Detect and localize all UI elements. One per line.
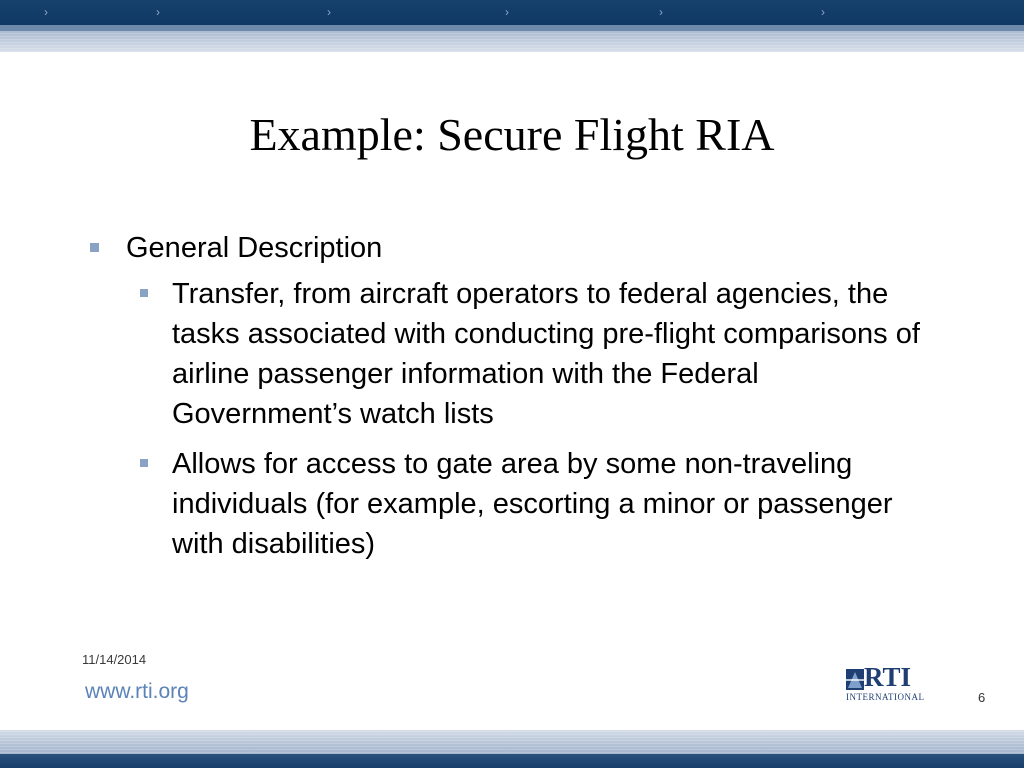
header-bar xyxy=(0,0,1024,25)
chevron-right-icon: › xyxy=(327,5,331,19)
chevron-right-icon: › xyxy=(156,5,160,19)
square-bullet-icon xyxy=(90,243,99,252)
bullet-item xyxy=(88,230,928,266)
sub-bullet-item xyxy=(88,274,928,434)
logo-wordmark: RTI xyxy=(864,662,912,692)
header-band xyxy=(0,0,1024,52)
sub-bullet-text: Transfer, from aircraft operators to federal agencies, the tasks associated with conducting pre-flight comparisons of airline passenger information with the Federal Government’s watch lists xyxy=(172,278,920,430)
sub-bullet-text: Allows for access to gate area by some non-traveling individuals (for example, escorting a minor or passenger with disabilities) xyxy=(172,448,893,560)
rti-logo-mark-icon xyxy=(846,669,864,690)
slide-date: 11/14/2014 xyxy=(82,652,147,667)
chevron-right-icon: › xyxy=(44,5,48,19)
chevron-right-icon: › xyxy=(659,5,663,19)
logo-subtitle: INTERNATIONAL xyxy=(846,692,925,702)
slide-title: Example: Secure Flight RIA xyxy=(249,109,775,160)
rti-logo xyxy=(846,662,926,704)
bullet-text: General Description xyxy=(126,232,383,264)
square-bullet-icon xyxy=(140,459,148,467)
page-number: 6 xyxy=(978,690,986,705)
chevron-right-icon: › xyxy=(505,5,509,19)
footer-band xyxy=(0,730,1024,768)
sub-bullet-item xyxy=(88,444,928,564)
header-stripes xyxy=(0,25,1024,52)
square-bullet-icon xyxy=(140,289,148,297)
chevron-right-icon: › xyxy=(821,5,825,19)
footer-url[interactable]: www.rti.org xyxy=(85,680,189,703)
slide-body xyxy=(88,230,928,564)
